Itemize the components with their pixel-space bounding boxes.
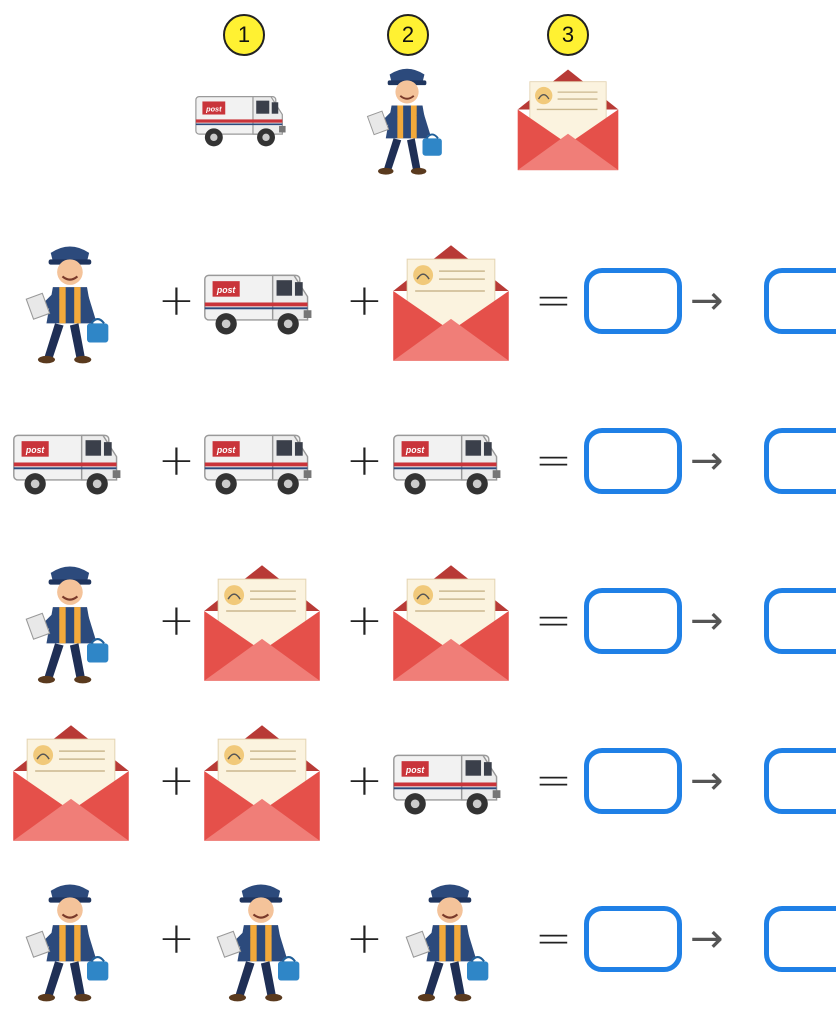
svg-text:post: post	[405, 444, 425, 455]
answer-input-box[interactable]	[584, 428, 682, 494]
mail-truck-icon	[199, 265, 325, 338]
term-slot	[386, 870, 516, 1010]
arrow-right-icon: →	[690, 438, 724, 484]
term-slot	[6, 232, 136, 372]
term-slot	[6, 712, 136, 852]
number-badge: 1	[223, 14, 265, 56]
mail-carrier-icon	[365, 61, 452, 177]
equation-row	[0, 392, 836, 532]
plus-sign: +	[346, 275, 383, 326]
answer-input-box[interactable]	[764, 428, 836, 494]
svg-text:post: post	[216, 444, 236, 455]
term-slot	[386, 392, 516, 532]
answer-input-box[interactable]	[764, 588, 836, 654]
mail-truck-icon	[388, 425, 514, 498]
term-slot	[6, 392, 136, 532]
answer-input-box[interactable]	[584, 268, 682, 334]
equals-sign: =	[535, 595, 572, 646]
term-slot	[197, 232, 327, 372]
legend-icon-slot	[184, 54, 304, 184]
term-slot	[197, 712, 327, 852]
envelope-letter-icon	[514, 66, 622, 172]
mail-carrier-icon	[403, 876, 499, 1004]
plus-sign: +	[158, 595, 195, 646]
mail-carrier-icon	[23, 558, 119, 686]
equals-sign: =	[535, 755, 572, 806]
legend-item-envelope	[508, 14, 628, 56]
number-badge: 3	[547, 14, 589, 56]
mail-truck-icon	[191, 88, 297, 149]
mail-carrier-icon	[23, 876, 119, 1004]
term-slot	[386, 552, 516, 692]
term-slot	[6, 870, 136, 1010]
term-slot	[386, 712, 516, 852]
term-slot	[6, 552, 136, 692]
equals-sign: =	[535, 275, 572, 326]
arrow-right-icon: →	[690, 598, 724, 644]
envelope-letter-icon	[389, 241, 513, 363]
mail-truck-icon	[199, 425, 325, 498]
equals-sign: =	[535, 435, 572, 486]
svg-text:post: post	[216, 284, 236, 295]
legend	[0, 0, 836, 190]
mail-truck-icon	[8, 425, 134, 498]
legend-icon-slot	[508, 54, 628, 184]
envelope-letter-icon	[200, 721, 324, 843]
term-slot	[197, 392, 327, 532]
equation-row	[0, 552, 836, 692]
answer-input-box[interactable]	[764, 906, 836, 972]
mail-carrier-icon	[214, 876, 310, 1004]
plus-sign: +	[158, 435, 195, 486]
plus-sign: +	[158, 755, 195, 806]
legend-icon-slot	[348, 54, 468, 184]
plus-sign: +	[346, 755, 383, 806]
svg-text:post: post	[206, 104, 222, 114]
legend-item-carrier	[348, 14, 468, 56]
plus-sign: +	[158, 275, 195, 326]
arrow-right-icon: →	[690, 278, 724, 324]
plus-sign: +	[158, 913, 195, 964]
equals-sign: =	[535, 913, 572, 964]
svg-text:post: post	[25, 444, 45, 455]
mail-truck-icon	[388, 745, 514, 818]
answer-input-box[interactable]	[764, 268, 836, 334]
term-slot	[197, 552, 327, 692]
legend-item-truck	[184, 14, 304, 114]
answer-input-box[interactable]	[764, 748, 836, 814]
envelope-letter-icon	[389, 561, 513, 683]
equation-row	[0, 712, 836, 852]
term-slot	[386, 232, 516, 372]
term-slot	[197, 870, 327, 1010]
plus-sign: +	[346, 435, 383, 486]
answer-input-box[interactable]	[584, 748, 682, 814]
equation-row	[0, 232, 836, 372]
arrow-right-icon: →	[690, 758, 724, 804]
envelope-letter-icon	[9, 721, 133, 843]
plus-sign: +	[346, 595, 383, 646]
number-badge: 2	[387, 14, 429, 56]
arrow-right-icon: →	[690, 916, 724, 962]
svg-text:post: post	[405, 764, 425, 775]
equation-row	[0, 870, 836, 1010]
envelope-letter-icon	[200, 561, 324, 683]
plus-sign: +	[346, 913, 383, 964]
answer-input-box[interactable]	[584, 588, 682, 654]
mail-carrier-icon	[23, 238, 119, 366]
answer-input-box[interactable]	[584, 906, 682, 972]
